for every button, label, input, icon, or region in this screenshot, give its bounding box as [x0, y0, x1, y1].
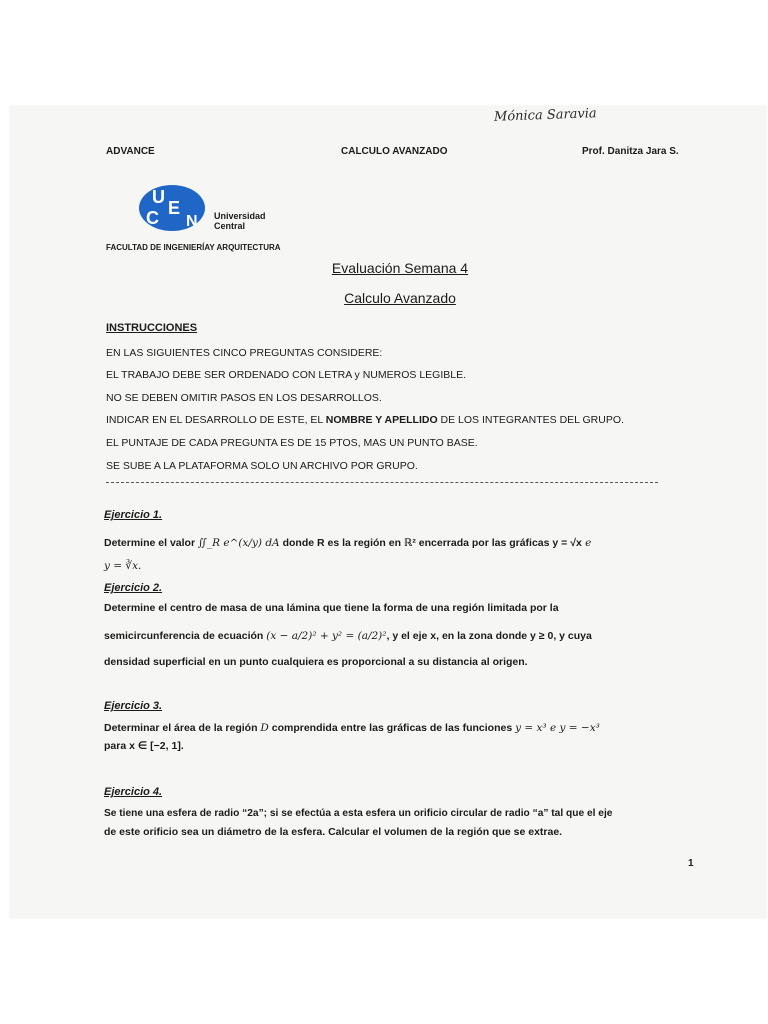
- exercise-math: y = x³ e y = −x³: [515, 722, 600, 734]
- exercise-text: , y el eje x, en la zona donde y ≥ 0, y cuya: [386, 630, 592, 642]
- exercise-3-line: [104, 722, 600, 734]
- exercise-1-line: [104, 560, 141, 572]
- exercise-2-line: densidad superficial en un punto cualquiera es proporcional a su distancia al origen.: [104, 656, 528, 668]
- instruction-line: EN LAS SIGUIENTES CINCO PREGUNTAS CONSIDERE:: [106, 347, 383, 359]
- exercise-2-line: Determine el centro de masa de una lámina que tiene la forma de una región limitada por la: [104, 602, 559, 614]
- university-name: Universidad Central: [214, 211, 266, 231]
- instruction-line: NO SE DEBEN OMITIR PASOS EN LOS DESARROLLOS.: [106, 392, 382, 404]
- instruction-text: DE LOS INTEGRANTES DEL GRUPO.: [437, 414, 624, 426]
- logo-letter-e: E: [168, 198, 181, 218]
- header-right: Prof. Danitza Jara S.: [582, 146, 679, 157]
- header-left: ADVANCE: [106, 146, 155, 157]
- header-center: CALCULO AVANZADO: [341, 146, 448, 157]
- logo-letter-n: N: [186, 213, 198, 230]
- instructions-heading: INSTRUCCIONES: [106, 322, 198, 334]
- exercise-2-heading: Ejercicio 2.: [104, 582, 163, 594]
- page-number: 1: [688, 858, 694, 869]
- exercise-text: semicircunferencia de ecuación: [104, 630, 267, 642]
- exercise-1-line: [104, 537, 591, 549]
- instruction-text: INDICAR EN EL DESARROLLO DE ESTE, EL: [106, 414, 326, 426]
- instruction-line: SE SUBE A LA PLATAFORMA SOLO UN ARCHIVO POR GRUPO.: [106, 460, 418, 472]
- exercise-2-line: [104, 630, 592, 642]
- faculty-name: FACULTAD DE INGENIERÍAY ARQUITECTURA: [106, 243, 281, 252]
- exercise-text: comprendida entre las gráficas de las funciones: [268, 722, 516, 734]
- page-title: Evaluación Semana 4: [331, 260, 469, 276]
- exercise-text: Determinar el área de la región: [104, 722, 261, 734]
- exercise-1-heading: Ejercicio 1.: [104, 509, 163, 521]
- instruction-line: EL TRABAJO DEBE SER ORDENADO CON LETRA y NUMEROS LEGIBLE.: [106, 369, 467, 381]
- exercise-3-line: para x ∈ [−2, 1].: [104, 740, 184, 752]
- instruction-line: EL PUNTAJE DE CADA PREGUNTA ES DE 15 PTOS, MAS UN PUNTO BASE.: [106, 437, 478, 449]
- exercise-math: (x − a/2)² + y² = (a/2)²: [266, 630, 387, 642]
- exercise-math: ∬_R e^(x/y) dA: [197, 537, 280, 549]
- ucen-logo-icon: [138, 184, 206, 232]
- exercise-4-line: de este orificio sea un diámetro de la esfera. Calcular el volumen de la región que se extrae.: [104, 826, 563, 838]
- exercise-math: e: [581, 537, 592, 549]
- dashed-divider: [106, 482, 658, 483]
- logo-letter-u: U: [152, 187, 165, 207]
- exercise-text: Determine el valor: [104, 537, 198, 549]
- logo-letter-c: C: [146, 208, 159, 228]
- exercise-4-line: Se tiene una esfera de radio “2a”; si se efectúa a esta esfera un orificio circular de radio “a” tal que el eje: [104, 808, 613, 819]
- exercise-4-heading: Ejercicio 4.: [104, 786, 163, 798]
- exercise-3-heading: Ejercicio 3.: [104, 700, 163, 712]
- instruction-line: [106, 414, 624, 426]
- exercise-text: donde R es la región en ℝ² encerrada por las gráficas y = √x: [279, 537, 582, 549]
- instruction-emphasis: NOMBRE Y APELLIDO: [325, 414, 438, 426]
- page-subtitle: Calculo Avanzado: [344, 290, 456, 306]
- exercise-math: D: [260, 722, 269, 734]
- exercise-math: y = ∛x.: [104, 560, 142, 572]
- handwritten-signature: Mónica Saravia: [493, 106, 597, 125]
